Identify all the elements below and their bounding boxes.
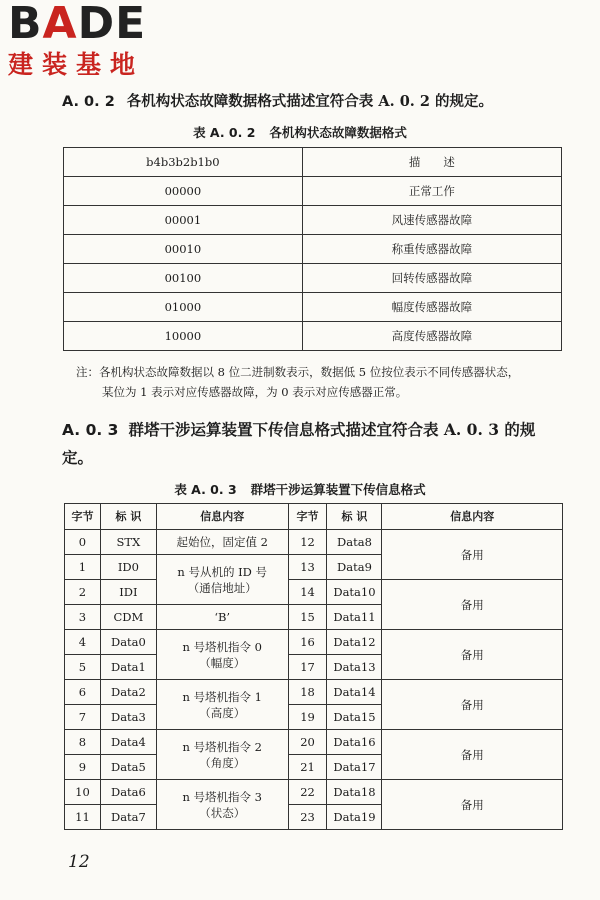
byte-cell: 21	[288, 755, 327, 780]
byte-cell: 17	[288, 655, 327, 680]
description-cell: 正常工作	[302, 177, 561, 206]
byte-cell: 1	[65, 555, 101, 580]
description-cell: 回转传感器故障	[302, 264, 561, 293]
code-cell: 10000	[64, 322, 303, 351]
brand-logo	[8, 2, 178, 80]
byte-cell: 9	[65, 755, 101, 780]
byte-cell: 2	[65, 580, 101, 605]
table-note	[76, 362, 562, 402]
content-cell: n 号塔机指令 0 （幅度）	[156, 630, 288, 680]
byte-cell: 8	[65, 730, 101, 755]
table-row	[65, 730, 563, 755]
table-header-row	[64, 148, 562, 177]
header-cell: 信息内容	[156, 504, 288, 530]
id-cell: IDI	[100, 580, 156, 605]
id-cell: Data8	[327, 530, 382, 555]
table-row	[64, 235, 562, 264]
id-cell: STX	[100, 530, 156, 555]
reserved-cell: 备用	[382, 730, 563, 780]
id-cell: Data18	[327, 780, 382, 805]
reserved-cell: 备用	[382, 630, 563, 680]
code-cell: 00001	[64, 206, 303, 235]
header-cell: 描 述	[302, 148, 561, 177]
header-cell: 字节	[288, 504, 327, 530]
code-cell: 00000	[64, 177, 303, 206]
content-cell: 起始位，固定值 2	[156, 530, 288, 555]
id-cell: Data3	[100, 705, 156, 730]
table-row	[65, 630, 563, 655]
table-header-row	[65, 504, 563, 530]
id-cell: Data17	[327, 755, 382, 780]
description-cell: 幅度传感器故障	[302, 293, 561, 322]
logo-subtitle: 建装基地	[8, 50, 145, 79]
byte-cell: 11	[65, 805, 101, 830]
reserved-cell: 备用	[382, 680, 563, 730]
id-cell: Data16	[327, 730, 382, 755]
description-cell: 高度传感器故障	[302, 322, 561, 351]
table-a02	[63, 147, 562, 351]
table-a02-caption: 表 A. 0. 2 各机构状态故障数据格式	[193, 125, 407, 140]
table-row	[65, 580, 563, 605]
reserved-cell: 备用	[382, 780, 563, 830]
table-a03-caption: 表 A. 0. 3 群塔干涉运算装置下传信息格式	[174, 482, 426, 497]
table-row	[64, 177, 562, 206]
byte-cell: 6	[65, 680, 101, 705]
code-cell: 01000	[64, 293, 303, 322]
content-cell: ‘B’	[156, 605, 288, 630]
code-cell: 00010	[64, 235, 303, 264]
byte-cell: 3	[65, 605, 101, 630]
byte-cell: 14	[288, 580, 327, 605]
section-a02	[62, 90, 562, 111]
header-cell: b4b3b2b1b0	[64, 148, 303, 177]
section-text: 各机构状态故障数据格式描述宜符合表 A. 0. 2 的规定。	[126, 93, 494, 110]
id-cell: Data10	[327, 580, 382, 605]
id-cell: CDM	[100, 605, 156, 630]
table-row	[64, 322, 562, 351]
byte-cell: 7	[65, 705, 101, 730]
content-cell: n 号塔机指令 3 （状态）	[156, 780, 288, 830]
table-row	[65, 530, 563, 555]
content-cell: n 号从机的 ID 号 （通信地址）	[156, 555, 288, 605]
id-cell: Data14	[327, 680, 382, 705]
byte-cell: 10	[65, 780, 101, 805]
id-cell: Data12	[327, 630, 382, 655]
byte-cell: 12	[288, 530, 327, 555]
note-line: 注：各机构状态故障数据以 8 位二进制数表示，数据低 5 位按位表示不同传感器状态，	[76, 365, 520, 379]
byte-cell: 16	[288, 630, 327, 655]
reserved-cell: 备用	[382, 580, 563, 630]
byte-cell: 19	[288, 705, 327, 730]
id-cell: Data0	[100, 630, 156, 655]
code-cell: 00100	[64, 264, 303, 293]
id-cell: Data5	[100, 755, 156, 780]
table-row	[64, 293, 562, 322]
byte-cell: 20	[288, 730, 327, 755]
id-cell: Data7	[100, 805, 156, 830]
byte-cell: 18	[288, 680, 327, 705]
byte-cell: 5	[65, 655, 101, 680]
id-cell: Data19	[327, 805, 382, 830]
table-row	[64, 264, 562, 293]
reserved-cell: 备用	[382, 530, 563, 580]
page-number: 12	[68, 852, 90, 872]
section-text: 群塔干涉运算装置下传信息格式描述宜符合表 A. 0. 3 的规定。	[62, 420, 536, 467]
header-cell: 信息内容	[382, 504, 563, 530]
table-row	[64, 206, 562, 235]
header-cell: 标 识	[327, 504, 382, 530]
byte-cell: 0	[65, 530, 101, 555]
content-cell: n 号塔机指令 2 （角度）	[156, 730, 288, 780]
id-cell: Data9	[327, 555, 382, 580]
note-line: 某位为 1 表示对应传感器故障，为 0 表示对应传感器正常。	[102, 385, 408, 399]
id-cell: Data2	[100, 680, 156, 705]
header-cell: 标 识	[100, 504, 156, 530]
byte-cell: 15	[288, 605, 327, 630]
table-a03	[64, 503, 563, 830]
content-cell: n 号塔机指令 1 （高度）	[156, 680, 288, 730]
id-cell: Data4	[100, 730, 156, 755]
id-cell: Data6	[100, 780, 156, 805]
table-row	[65, 780, 563, 805]
id-cell: Data15	[327, 705, 382, 730]
byte-cell: 23	[288, 805, 327, 830]
table-row	[65, 680, 563, 705]
id-cell: Data1	[100, 655, 156, 680]
byte-cell: 22	[288, 780, 327, 805]
header-cell: 字节	[65, 504, 101, 530]
byte-cell: 13	[288, 555, 327, 580]
id-cell: Data11	[327, 605, 382, 630]
description-cell: 称重传感器故障	[302, 235, 561, 264]
logo-wordmark: BADE	[8, 0, 147, 49]
section-number: A. 0. 2	[62, 94, 115, 110]
section-a03	[62, 416, 566, 471]
section-number: A. 0. 3	[62, 421, 119, 439]
byte-cell: 4	[65, 630, 101, 655]
description-cell: 风速传感器故障	[302, 206, 561, 235]
id-cell: Data13	[327, 655, 382, 680]
id-cell: ID0	[100, 555, 156, 580]
